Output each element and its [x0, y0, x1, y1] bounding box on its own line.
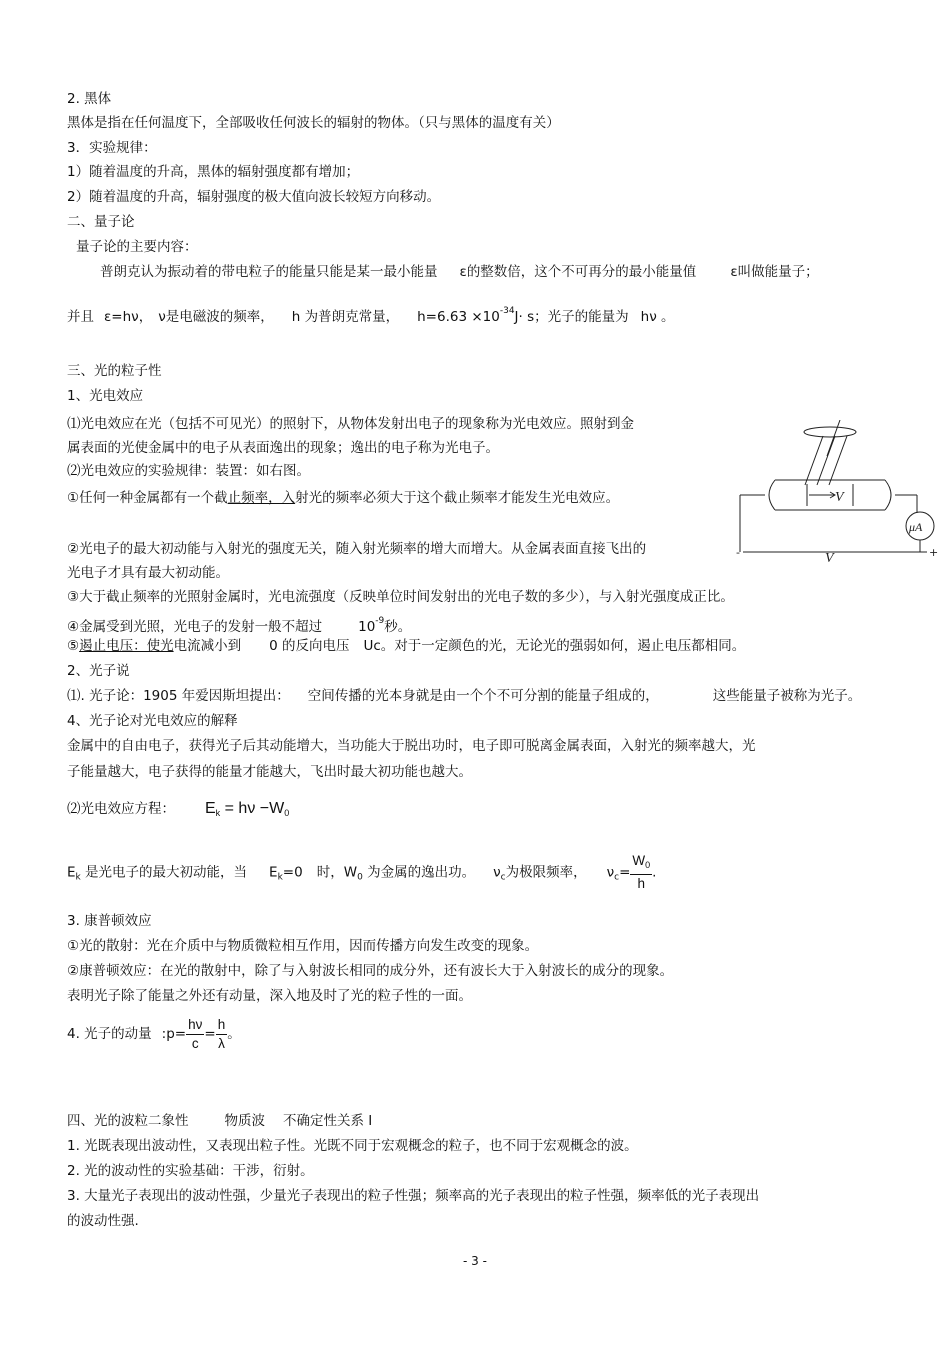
- fraction: $\frac{W_0}{h}$: [632, 853, 651, 891]
- paragraph: 1）随着温度的升高，黑体的辐射强度都有增加；: [67, 164, 360, 180]
- light-ray: [827, 420, 840, 456]
- plus-terminal: +: [929, 546, 939, 559]
- section-heading: 3．实验规律：: [67, 140, 157, 156]
- equation-line: 4. 光子的动量 :p= $\frac{h\nu}{c}$ = $\frac{h}{\lambda}$ 。: [67, 1016, 241, 1051]
- section-heading: 2. 黑体: [67, 91, 112, 107]
- paragraph: 2）随着温度的升高，辐射强度的极大值向波长较短方向移动。: [67, 189, 441, 205]
- tube-left-end: [769, 480, 775, 510]
- section-heading: 1、光电效应: [67, 388, 144, 404]
- paragraph: ④金属受到光照，光电子的发射一般不超过 $10^{-9}$秒。: [67, 616, 412, 635]
- section-heading: 4、光子论对光电效应的解释: [67, 713, 238, 729]
- paragraph: 并且 ε=hν， ν是电磁波的频率， h 为普朗克常量， $h=6.63 \times 10^{-34}J\cdot s$；光子的能量为 hν 。: [67, 306, 675, 325]
- paragraph: ②康普顿效应：在光的散射中，除了与入射波长相同的成分外，还有波长大于入射波长的成分的现象。: [67, 963, 674, 979]
- paragraph: 子能量越大，电子获得的能量才能越大，飞出时最大初功能也越大。: [67, 764, 472, 780]
- section-heading: 三、光的粒子性: [67, 363, 162, 379]
- paragraph: $E_k$ 是光电子的最大初动能，当 $E_k=0$ 时，$W_0$ 为金属的逸出功。 $\nu_c$为极限频率， $\nu_c=$ $\frac{W_0}{h}$ .: [67, 853, 657, 891]
- voltage-label: V: [835, 490, 844, 505]
- light-source-lens: [804, 427, 856, 437]
- tube-right-end: [885, 480, 891, 510]
- paragraph: 3. 大量光子表现出的波动性强，少量光子表现出的粒子性强；频率高的光子表现出的粒子性强，频率低的光子表现出: [67, 1188, 760, 1204]
- paragraph: 表明光子除了能量之外还有动量，深入地及时了光的粒子性的一面。: [67, 988, 472, 1004]
- fraction: $\frac{h\nu}{c}$: [188, 1016, 203, 1051]
- meter-label: μA: [909, 520, 923, 534]
- section-heading: 3. 康普顿效应: [67, 913, 152, 929]
- paragraph: 1. 光既表现出波动性，又表现出粒子性。光既不同于宏观概念的粒子，也不同于宏观概念的波。: [67, 1138, 638, 1154]
- voltage-label: V: [825, 551, 834, 566]
- paragraph: ⑴光电效应在光（包括不可见光）的照射下，从物体发射出电子的现象称为光电效应。照射到金属表面的光使金属中的电子从表面逸出的现象；逸出的电子称为光电子。: [67, 416, 634, 456]
- light-ray: [805, 436, 823, 485]
- fraction: $\frac{h}{\lambda}$: [217, 1016, 226, 1051]
- photoelectric-equation: $E_k = h\nu -W_0$: [205, 800, 290, 818]
- paragraph: ①光的散射：光在介质中与物质微粒相互作用，因而传播方向发生改变的现象。: [67, 938, 539, 954]
- light-ray: [817, 436, 835, 485]
- paragraph: 的波动性强.: [67, 1213, 139, 1229]
- paragraph: ①任何一种金属都有一个截止频率，入射光的频率必须大于这个截止频率才能发生光电效应。: [67, 490, 620, 506]
- minus-terminal: -: [736, 546, 740, 559]
- section-heading: 2、光子说: [67, 663, 130, 679]
- page-number: - 3 -: [463, 1254, 487, 1268]
- photoelectric-circuit-diagram: [735, 420, 940, 570]
- equation-line: ⑵光电效应方程： $E_k = h\nu -W_0$: [67, 800, 290, 818]
- paragraph: ②光电子的最大初动能与入射光的强度无关，随入射光频率的增大而增大。从金属表面直接飞出的光电子才具有最大初动能。: [67, 541, 647, 581]
- paragraph: 黑体是指在任何温度下，全部吸收任何波长的辐射的物体。（只与黑体的温度有关）: [67, 115, 560, 131]
- paragraph: 量子论的主要内容：: [76, 239, 198, 255]
- paragraph: ⑤遏止电压：使光电流减小到 0 的反向电压 Uc。对于一定颜色的光，无论光的强弱如何，遏止电压都相同。: [67, 638, 746, 654]
- paragraph: ⑴. 光子论：1905 年爱因斯坦提出： 空间传播的光本身就是由一个个不可分割的能量子组成的， 这些能量子被称为光子。: [67, 688, 862, 704]
- paragraph: 金属中的自由电子，获得光子后其动能增大，当功能大于脱出功时，电子即可脱离金属表面，入射光的频率越大，光: [67, 738, 756, 754]
- paragraph: ③大于截止频率的光照射金属时，光电流强度（反映单位时间发射出的光电子数的多少），与入射光强度成正比。: [67, 589, 734, 605]
- section-heading: 二、量子论: [67, 214, 135, 230]
- paragraph: 2. 光的波动性的实验基础：干涉，衍射。: [67, 1163, 314, 1179]
- paragraph: ⑵光电效应的实验规律：装置：如右图。: [67, 463, 310, 479]
- paragraph: 普朗克认为振动着的带电粒子的能量只能是某一最小能量 ε的整数倍，这个不可再分的最小能量值 ε叫做能量子；: [100, 264, 819, 280]
- section-heading: 四、光的波粒二象性 物质波 不确定性关系 I: [67, 1113, 373, 1129]
